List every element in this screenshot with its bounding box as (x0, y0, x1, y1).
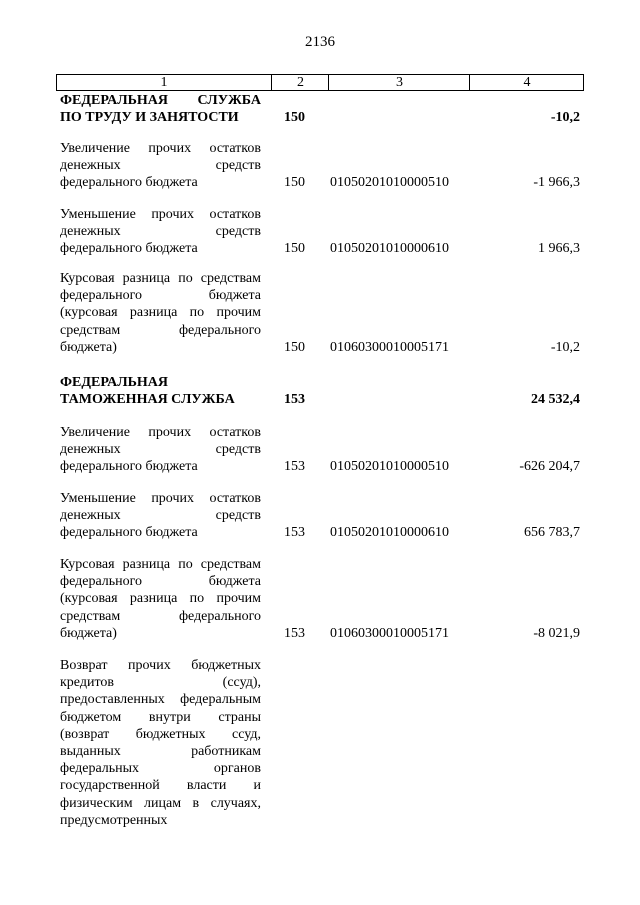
row-name-line: Увеличение прочих остатков (60, 425, 261, 440)
row-name-line: бюджета) (60, 339, 117, 355)
row-code: 153 (284, 525, 305, 541)
header-col-4: 4 (469, 75, 584, 90)
row-name-line: (возврат бюджетных ссуд, (60, 726, 261, 742)
row-name-line: выданных работникам (60, 744, 261, 760)
row-name-line: Увеличение прочих остатков (60, 141, 261, 156)
row-name-line: денежных средств (60, 442, 261, 458)
row-code: 153 (284, 392, 305, 408)
header-col-1: 1 (160, 75, 168, 90)
row-name-line: ПО ТРУДУ И ЗАНЯТОСТИ (60, 110, 239, 126)
row-name-line: физическим лицам в случаях, (60, 795, 261, 811)
table-header (56, 74, 584, 91)
row-amount: 656 783,7 (524, 525, 580, 541)
row-code: 150 (284, 175, 305, 191)
row-name (60, 140, 261, 192)
row-amount: -10,2 (550, 339, 580, 355)
row-kbk: 01050201010000610 (330, 241, 449, 257)
row-code: 153 (284, 625, 305, 641)
row-amount: 1 966,3 (538, 241, 580, 257)
row-name (60, 424, 261, 476)
row-name-line: Уменьшение прочих остатков (60, 491, 261, 506)
row-amount: -1 966,3 (533, 175, 580, 191)
row-name (60, 490, 261, 542)
row-kbk: 01050201010000510 (330, 175, 449, 191)
row-name-line: Курсовая разница по средствам (60, 271, 261, 286)
row-name-line: средствам федерального (60, 608, 261, 624)
page-number: 2136 (305, 34, 335, 50)
header-col-2: 2 (271, 75, 329, 90)
row-amount: -10,2 (550, 110, 580, 126)
row-code: 150 (284, 339, 305, 355)
row-name-line: денежных средств (60, 508, 261, 524)
row-name-line: федерального бюджета (60, 241, 198, 257)
row-name-line: денежных средств (60, 224, 261, 240)
row-name-line: ФЕДЕРАЛЬНАЯ (60, 375, 169, 390)
row-name-line: государственной власти и (60, 778, 261, 794)
row-name-line: (курсовая разница по прочим (60, 305, 261, 321)
row-name-line: (курсовая разница по прочим (60, 591, 261, 607)
row-name-line: федерального бюджета (60, 288, 261, 304)
row-name (60, 206, 261, 258)
row-kbk: 01050201010000610 (330, 525, 449, 541)
row-name-line: бюджетом внутри страны (60, 709, 261, 725)
row-name-line: ФЕДЕРАЛЬНАЯ СЛУЖБА (60, 93, 261, 108)
row-name-line: ТАМОЖЕННАЯ СЛУЖБА (60, 392, 235, 408)
row-kbk: 01060300010005171 (330, 625, 449, 641)
row-name (60, 92, 261, 126)
row-kbk: 01060300010005171 (330, 339, 449, 355)
row-name-line: Возврат прочих бюджетных (60, 658, 261, 673)
header-col-3: 3 (328, 75, 470, 90)
row-name (60, 374, 261, 408)
row-code: 153 (284, 459, 305, 475)
row-name (60, 556, 261, 642)
row-code: 150 (284, 110, 305, 126)
row-name (60, 270, 261, 356)
row-name-line: федерального бюджета (60, 175, 198, 191)
row-name-line: денежных средств (60, 158, 261, 174)
row-name-line: бюджета) (60, 625, 117, 641)
row-name-line: предоставленных федеральным (60, 692, 261, 708)
row-name-line: Уменьшение прочих остатков (60, 207, 261, 222)
row-name-line: средствам федерального (60, 322, 261, 338)
row-name-line: федерального бюджета (60, 459, 198, 475)
row-name-line: предусмотренных (60, 812, 168, 828)
row-name-line: кредитов (ссуд), (60, 675, 261, 691)
row-kbk: 01050201010000510 (330, 459, 449, 475)
row-name-line: федерального бюджета (60, 525, 198, 541)
row-name-line: Курсовая разница по средствам (60, 557, 261, 572)
row-amount: -8 021,9 (533, 625, 580, 641)
row-name-line: федеральных органов (60, 761, 261, 777)
row-name (60, 657, 261, 829)
row-amount: 24 532,4 (531, 392, 580, 408)
row-name-line: федерального бюджета (60, 574, 261, 590)
row-amount: -626 204,7 (519, 459, 580, 475)
row-code: 150 (284, 241, 305, 257)
